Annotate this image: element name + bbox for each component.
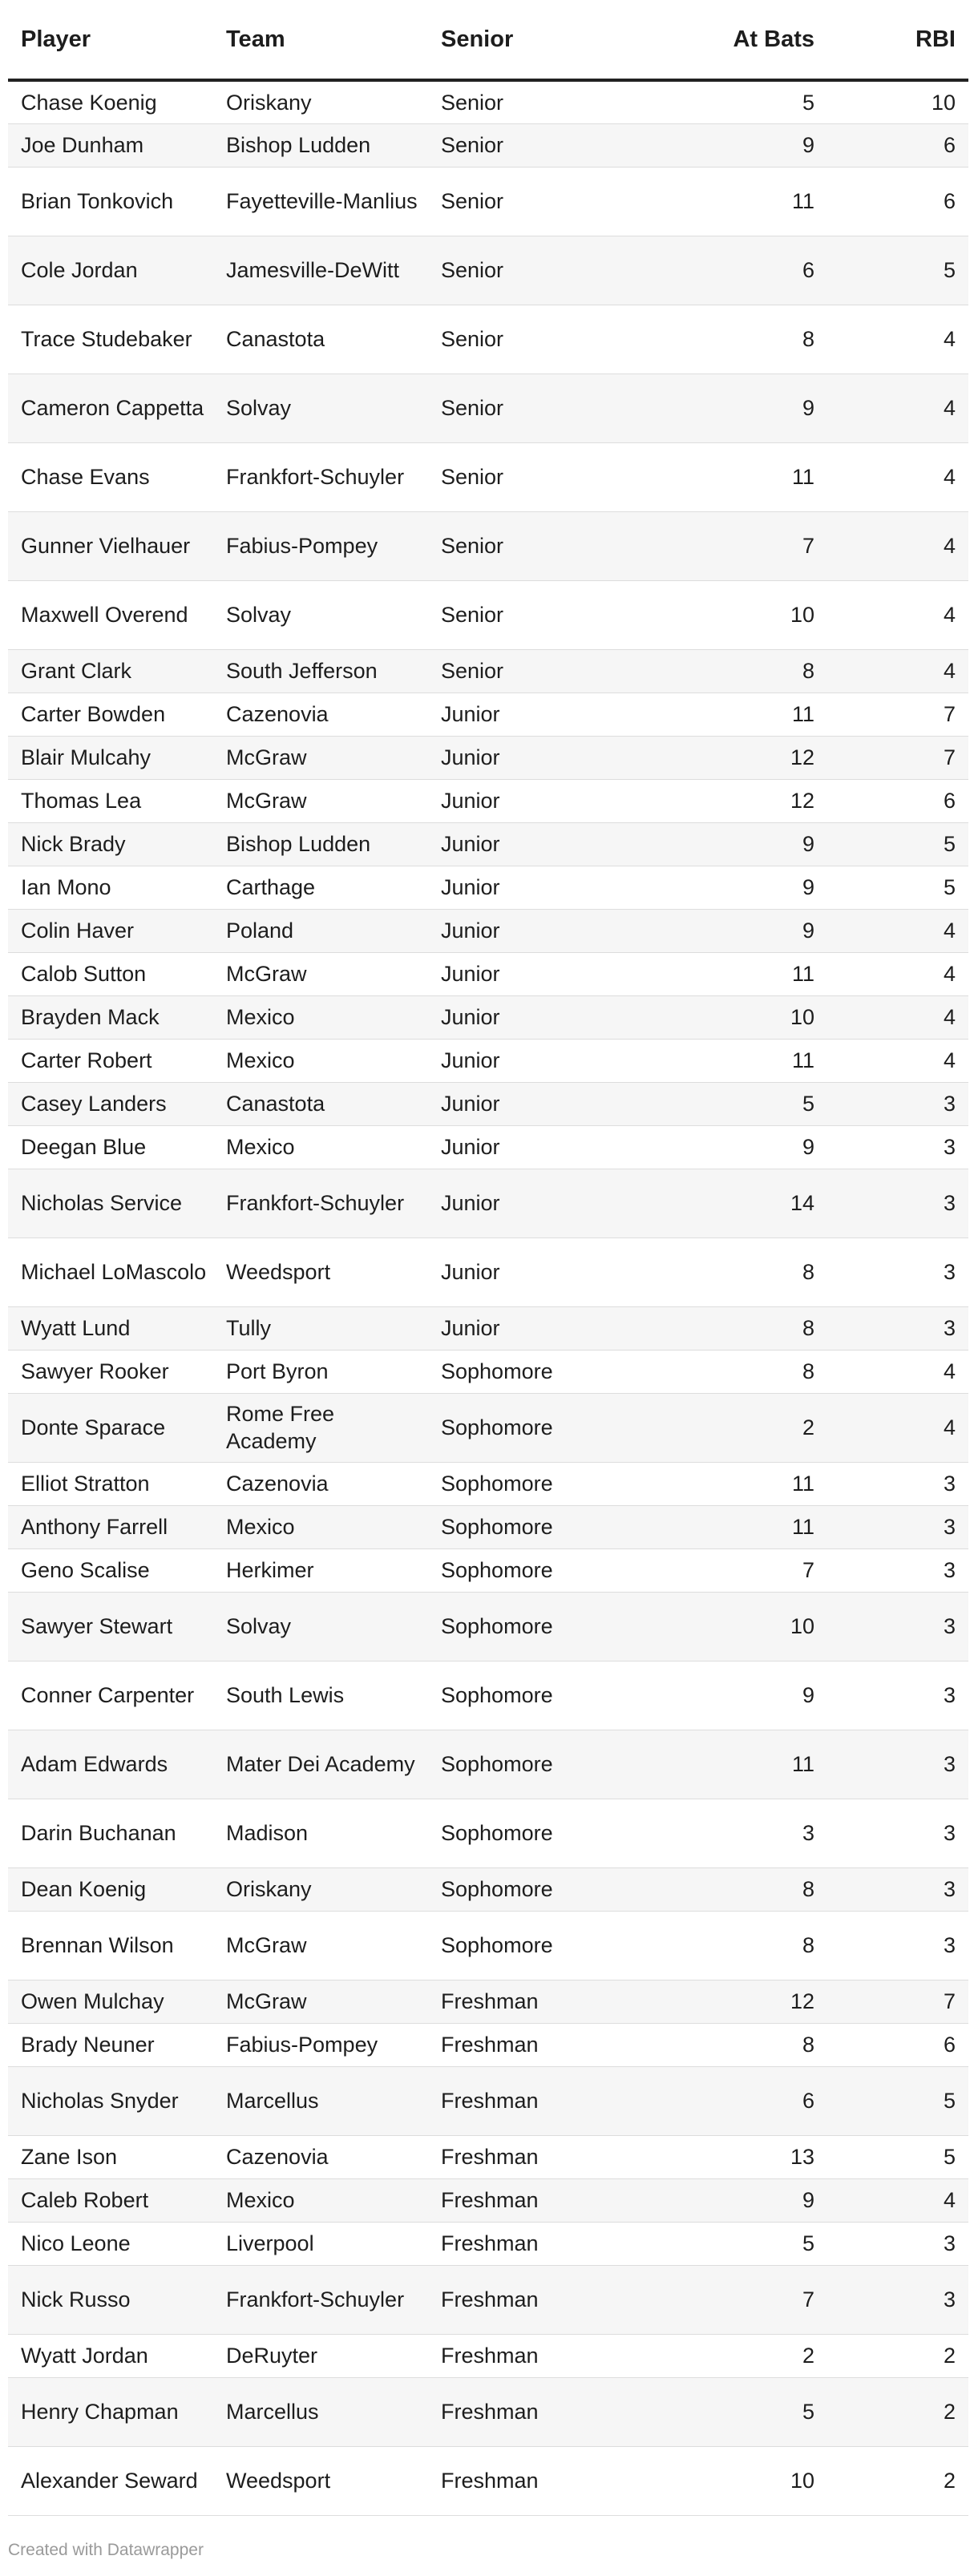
- player-cell: Joe Dunham: [8, 123, 213, 167]
- team-cell: McGraw: [213, 736, 428, 779]
- table-row: [8, 995, 968, 1039]
- class-cell: Sophomore: [428, 1592, 693, 1661]
- class-cell: Junior: [428, 736, 693, 779]
- player-cell: Nico Leone: [8, 2222, 213, 2265]
- table-row: [8, 236, 968, 305]
- player-cell: Ian Mono: [8, 866, 213, 909]
- table-container: [8, 0, 968, 2516]
- team-cell: Solvay: [213, 373, 428, 442]
- player-cell: Geno Scalise: [8, 1548, 213, 1592]
- player-cell: Nicholas Snyder: [8, 2066, 213, 2135]
- class-cell: Freshman: [428, 2334, 693, 2377]
- class-cell: Sophomore: [428, 1505, 693, 1548]
- team-cell: McGraw: [213, 1980, 428, 2023]
- rbi-cell: 4: [827, 909, 968, 952]
- table-row: [8, 1393, 968, 1462]
- at-bats-cell: 11: [693, 692, 827, 736]
- team-cell: McGraw: [213, 779, 428, 822]
- table-row: [8, 779, 968, 822]
- rbi-cell: 6: [827, 123, 968, 167]
- team-cell: Frankfort-Schuyler: [213, 442, 428, 511]
- player-cell: Sawyer Rooker: [8, 1350, 213, 1393]
- table-row: [8, 1911, 968, 1980]
- rbi-cell: 4: [827, 952, 968, 995]
- at-bats-cell: 9: [693, 2178, 827, 2222]
- rbi-cell: 4: [827, 995, 968, 1039]
- at-bats-cell: 8: [693, 1306, 827, 1350]
- rbi-cell: 2: [827, 2377, 968, 2446]
- class-cell: Junior: [428, 822, 693, 866]
- at-bats-cell: 10: [693, 580, 827, 649]
- table-row: [8, 1125, 968, 1169]
- at-bats-cell: 12: [693, 1980, 827, 2023]
- at-bats-cell: 11: [693, 1039, 827, 1082]
- team-cell: Solvay: [213, 1592, 428, 1661]
- at-bats-cell: 7: [693, 2265, 827, 2334]
- table-row: [8, 1238, 968, 1306]
- team-cell: South Jefferson: [213, 649, 428, 692]
- at-bats-cell: 6: [693, 2066, 827, 2135]
- at-bats-cell: 9: [693, 373, 827, 442]
- rbi-cell: 2: [827, 2446, 968, 2515]
- table-row: [8, 1867, 968, 1911]
- rbi-cell: 3: [827, 2265, 968, 2334]
- player-cell: Thomas Lea: [8, 779, 213, 822]
- at-bats-cell: 9: [693, 1125, 827, 1169]
- rbi-cell: 2: [827, 2334, 968, 2377]
- class-cell: Sophomore: [428, 1730, 693, 1799]
- player-cell: Sawyer Stewart: [8, 1592, 213, 1661]
- class-cell: Freshman: [428, 2222, 693, 2265]
- table-row: [8, 2334, 968, 2377]
- at-bats-cell: 11: [693, 442, 827, 511]
- team-cell: McGraw: [213, 952, 428, 995]
- at-bats-cell: 3: [693, 1799, 827, 1867]
- table-row: [8, 2178, 968, 2222]
- team-cell: Bishop Ludden: [213, 822, 428, 866]
- at-bats-cell: 8: [693, 649, 827, 692]
- table-body: [8, 80, 968, 2515]
- rbi-cell: 4: [827, 305, 968, 373]
- player-cell: Trace Studebaker: [8, 305, 213, 373]
- class-cell: Freshman: [428, 2265, 693, 2334]
- at-bats-cell: 12: [693, 779, 827, 822]
- team-cell: McGraw: [213, 1911, 428, 1980]
- team-cell: Cazenovia: [213, 2135, 428, 2178]
- column-header-team[interactable]: Team: [213, 0, 428, 80]
- player-cell: Wyatt Lund: [8, 1306, 213, 1350]
- player-cell: Nick Brady: [8, 822, 213, 866]
- table-row: [8, 2222, 968, 2265]
- player-cell: Conner Carpenter: [8, 1661, 213, 1730]
- class-cell: Senior: [428, 373, 693, 442]
- table-row: [8, 2066, 968, 2135]
- at-bats-cell: 11: [693, 1730, 827, 1799]
- at-bats-cell: 5: [693, 1082, 827, 1125]
- class-cell: Sophomore: [428, 1799, 693, 1867]
- class-cell: Senior: [428, 305, 693, 373]
- team-cell: Mexico: [213, 2178, 428, 2222]
- player-cell: Brian Tonkovich: [8, 167, 213, 236]
- rbi-cell: 6: [827, 779, 968, 822]
- player-cell: Wyatt Jordan: [8, 2334, 213, 2377]
- header-row: [8, 0, 968, 80]
- rbi-cell: 3: [827, 1867, 968, 1911]
- at-bats-cell: 8: [693, 1867, 827, 1911]
- player-cell: Casey Landers: [8, 1082, 213, 1125]
- at-bats-cell: 13: [693, 2135, 827, 2178]
- class-cell: Freshman: [428, 2066, 693, 2135]
- table-row: [8, 373, 968, 442]
- class-cell: Sophomore: [428, 1867, 693, 1911]
- at-bats-cell: 5: [693, 2222, 827, 2265]
- column-header-rbi[interactable]: RBI: [827, 0, 968, 80]
- rbi-cell: 3: [827, 1238, 968, 1306]
- team-cell: Fabius-Pompey: [213, 2023, 428, 2066]
- class-cell: Junior: [428, 1306, 693, 1350]
- class-cell: Sophomore: [428, 1350, 693, 1393]
- at-bats-cell: 8: [693, 1911, 827, 1980]
- class-cell: Junior: [428, 1125, 693, 1169]
- rbi-cell: 3: [827, 1462, 968, 1505]
- team-cell: Rome Free Academy: [213, 1393, 428, 1462]
- table-row: [8, 866, 968, 909]
- rbi-cell: 4: [827, 580, 968, 649]
- at-bats-cell: 8: [693, 1350, 827, 1393]
- rbi-cell: 5: [827, 2135, 968, 2178]
- player-cell: Henry Chapman: [8, 2377, 213, 2446]
- rbi-cell: 3: [827, 1082, 968, 1125]
- class-cell: Senior: [428, 167, 693, 236]
- rbi-cell: 5: [827, 236, 968, 305]
- player-cell: Michael LoMascolo: [8, 1238, 213, 1306]
- player-cell: Calob Sutton: [8, 952, 213, 995]
- rbi-cell: 3: [827, 1548, 968, 1592]
- player-cell: Alexander Seward: [8, 2446, 213, 2515]
- team-cell: Mexico: [213, 995, 428, 1039]
- rbi-cell: 4: [827, 1350, 968, 1393]
- class-cell: Senior: [428, 80, 693, 123]
- class-cell: Freshman: [428, 2023, 693, 2066]
- team-cell: Fayetteville-Manlius: [213, 167, 428, 236]
- table-row: [8, 952, 968, 995]
- at-bats-cell: 11: [693, 167, 827, 236]
- player-cell: Deegan Blue: [8, 1125, 213, 1169]
- team-cell: Canastota: [213, 305, 428, 373]
- player-cell: Maxwell Overend: [8, 580, 213, 649]
- class-cell: Sophomore: [428, 1661, 693, 1730]
- rbi-cell: 5: [827, 2066, 968, 2135]
- at-bats-cell: 14: [693, 1169, 827, 1238]
- class-cell: Junior: [428, 1039, 693, 1082]
- table-row: [8, 2265, 968, 2334]
- at-bats-cell: 8: [693, 305, 827, 373]
- table-row: [8, 649, 968, 692]
- team-cell: Carthage: [213, 866, 428, 909]
- player-cell: Nick Russo: [8, 2265, 213, 2334]
- rbi-cell: 3: [827, 1799, 968, 1867]
- rbi-cell: 7: [827, 692, 968, 736]
- rbi-cell: 4: [827, 649, 968, 692]
- rbi-cell: 6: [827, 2023, 968, 2066]
- class-cell: Senior: [428, 442, 693, 511]
- table-row: [8, 1661, 968, 1730]
- team-cell: Weedsport: [213, 2446, 428, 2515]
- team-cell: Jamesville-DeWitt: [213, 236, 428, 305]
- table-row: [8, 1799, 968, 1867]
- player-cell: Brennan Wilson: [8, 1911, 213, 1980]
- class-cell: Junior: [428, 995, 693, 1039]
- table-row: [8, 2023, 968, 2066]
- at-bats-cell: 7: [693, 1548, 827, 1592]
- table-row: [8, 2135, 968, 2178]
- class-cell: Senior: [428, 236, 693, 305]
- rbi-cell: 3: [827, 1911, 968, 1980]
- at-bats-cell: 9: [693, 909, 827, 952]
- player-cell: Carter Robert: [8, 1039, 213, 1082]
- class-cell: Junior: [428, 866, 693, 909]
- rbi-cell: 3: [827, 1730, 968, 1799]
- at-bats-cell: 6: [693, 236, 827, 305]
- team-cell: Madison: [213, 1799, 428, 1867]
- table-row: [8, 1730, 968, 1799]
- at-bats-cell: 8: [693, 1238, 827, 1306]
- rbi-cell: 6: [827, 167, 968, 236]
- rbi-cell: 4: [827, 2178, 968, 2222]
- player-cell: Gunner Vielhauer: [8, 511, 213, 580]
- at-bats-cell: 9: [693, 866, 827, 909]
- table-row: [8, 167, 968, 236]
- class-cell: Freshman: [428, 1980, 693, 2023]
- at-bats-cell: 10: [693, 1592, 827, 1661]
- at-bats-cell: 9: [693, 822, 827, 866]
- rbi-cell: 4: [827, 442, 968, 511]
- table-row: [8, 2446, 968, 2515]
- rbi-cell: 5: [827, 822, 968, 866]
- table-row: [8, 736, 968, 779]
- player-cell: Nicholas Service: [8, 1169, 213, 1238]
- class-cell: Junior: [428, 1082, 693, 1125]
- at-bats-cell: 9: [693, 123, 827, 167]
- at-bats-cell: 8: [693, 2023, 827, 2066]
- rbi-cell: 10: [827, 80, 968, 123]
- team-cell: Canastota: [213, 1082, 428, 1125]
- team-cell: Mater Dei Academy: [213, 1730, 428, 1799]
- class-cell: Senior: [428, 511, 693, 580]
- at-bats-cell: 9: [693, 1661, 827, 1730]
- rbi-cell: 4: [827, 511, 968, 580]
- at-bats-cell: 12: [693, 736, 827, 779]
- team-cell: Bishop Ludden: [213, 123, 428, 167]
- player-cell: Elliot Stratton: [8, 1462, 213, 1505]
- at-bats-cell: 5: [693, 80, 827, 123]
- player-cell: Zane Ison: [8, 2135, 213, 2178]
- at-bats-cell: 2: [693, 1393, 827, 1462]
- at-bats-cell: 10: [693, 2446, 827, 2515]
- team-cell: Herkimer: [213, 1548, 428, 1592]
- player-cell: Brayden Mack: [8, 995, 213, 1039]
- player-cell: Darin Buchanan: [8, 1799, 213, 1867]
- rbi-cell: 3: [827, 1661, 968, 1730]
- table-row: [8, 1306, 968, 1350]
- class-cell: Senior: [428, 649, 693, 692]
- table-row: [8, 1548, 968, 1592]
- team-cell: Cazenovia: [213, 692, 428, 736]
- rbi-cell: 3: [827, 1169, 968, 1238]
- table-row: [8, 1505, 968, 1548]
- player-cell: Anthony Farrell: [8, 1505, 213, 1548]
- team-cell: South Lewis: [213, 1661, 428, 1730]
- player-cell: Adam Edwards: [8, 1730, 213, 1799]
- player-cell: Donte Sparace: [8, 1393, 213, 1462]
- table-row: [8, 1039, 968, 1082]
- rbi-cell: 4: [827, 1039, 968, 1082]
- table-row: [8, 442, 968, 511]
- class-cell: Sophomore: [428, 1548, 693, 1592]
- class-cell: Sophomore: [428, 1393, 693, 1462]
- team-cell: Frankfort-Schuyler: [213, 1169, 428, 1238]
- class-cell: Junior: [428, 779, 693, 822]
- rbi-cell: 4: [827, 373, 968, 442]
- at-bats-cell: 11: [693, 952, 827, 995]
- class-cell: Sophomore: [428, 1911, 693, 1980]
- column-header-player[interactable]: Player: [8, 0, 213, 80]
- rbi-cell: 7: [827, 736, 968, 779]
- data-table: [8, 0, 968, 2516]
- player-cell: Dean Koenig: [8, 1867, 213, 1911]
- team-cell: Liverpool: [213, 2222, 428, 2265]
- player-cell: Colin Haver: [8, 909, 213, 952]
- at-bats-cell: 7: [693, 511, 827, 580]
- class-cell: Senior: [428, 580, 693, 649]
- class-cell: Junior: [428, 1169, 693, 1238]
- team-cell: Tully: [213, 1306, 428, 1350]
- column-header-at-bats[interactable]: At Bats: [693, 0, 827, 80]
- table-row: [8, 123, 968, 167]
- at-bats-cell: 5: [693, 2377, 827, 2446]
- at-bats-cell: 10: [693, 995, 827, 1039]
- team-cell: Frankfort-Schuyler: [213, 2265, 428, 2334]
- class-cell: Junior: [428, 952, 693, 995]
- table-row: [8, 1350, 968, 1393]
- class-cell: Junior: [428, 692, 693, 736]
- rbi-cell: 3: [827, 1306, 968, 1350]
- team-cell: Oriskany: [213, 80, 428, 123]
- rbi-cell: 3: [827, 2222, 968, 2265]
- at-bats-cell: 11: [693, 1462, 827, 1505]
- team-cell: Mexico: [213, 1505, 428, 1548]
- table-row: [8, 2377, 968, 2446]
- table-row: [8, 692, 968, 736]
- team-cell: DeRuyter: [213, 2334, 428, 2377]
- team-cell: Poland: [213, 909, 428, 952]
- table-row: [8, 580, 968, 649]
- player-cell: Caleb Robert: [8, 2178, 213, 2222]
- table-row: [8, 1462, 968, 1505]
- at-bats-cell: 11: [693, 1505, 827, 1548]
- rbi-cell: 3: [827, 1125, 968, 1169]
- team-cell: Fabius-Pompey: [213, 511, 428, 580]
- class-cell: Freshman: [428, 2446, 693, 2515]
- team-cell: Mexico: [213, 1039, 428, 1082]
- datawrapper-credit: Created with Datawrapper: [8, 2541, 204, 2559]
- player-cell: Grant Clark: [8, 649, 213, 692]
- class-cell: Freshman: [428, 2178, 693, 2222]
- player-cell: Carter Bowden: [8, 692, 213, 736]
- player-cell: Cole Jordan: [8, 236, 213, 305]
- team-cell: Port Byron: [213, 1350, 428, 1393]
- team-cell: Oriskany: [213, 1867, 428, 1911]
- column-header-class[interactable]: Senior: [428, 0, 693, 80]
- table-row: [8, 1980, 968, 2023]
- class-cell: Freshman: [428, 2135, 693, 2178]
- table-row: [8, 909, 968, 952]
- team-cell: Solvay: [213, 580, 428, 649]
- table-row: [8, 1169, 968, 1238]
- table-row: [8, 822, 968, 866]
- team-cell: Marcellus: [213, 2377, 428, 2446]
- table-row: [8, 80, 968, 123]
- table-row: [8, 511, 968, 580]
- rbi-cell: 3: [827, 1592, 968, 1661]
- class-cell: Junior: [428, 909, 693, 952]
- player-cell: Brady Neuner: [8, 2023, 213, 2066]
- player-cell: Owen Mulchay: [8, 1980, 213, 2023]
- class-cell: Junior: [428, 1238, 693, 1306]
- at-bats-cell: 2: [693, 2334, 827, 2377]
- rbi-cell: 7: [827, 1980, 968, 2023]
- table-row: [8, 305, 968, 373]
- team-cell: Marcellus: [213, 2066, 428, 2135]
- team-cell: Weedsport: [213, 1238, 428, 1306]
- class-cell: Freshman: [428, 2377, 693, 2446]
- rbi-cell: 5: [827, 866, 968, 909]
- table-row: [8, 1082, 968, 1125]
- class-cell: Senior: [428, 123, 693, 167]
- rbi-cell: 4: [827, 1393, 968, 1462]
- player-cell: Blair Mulcahy: [8, 736, 213, 779]
- table-row: [8, 1592, 968, 1661]
- team-cell: Cazenovia: [213, 1462, 428, 1505]
- team-cell: Mexico: [213, 1125, 428, 1169]
- player-cell: Cameron Cappetta: [8, 373, 213, 442]
- player-cell: Chase Koenig: [8, 80, 213, 123]
- player-cell: Chase Evans: [8, 442, 213, 511]
- class-cell: Sophomore: [428, 1462, 693, 1505]
- rbi-cell: 3: [827, 1505, 968, 1548]
